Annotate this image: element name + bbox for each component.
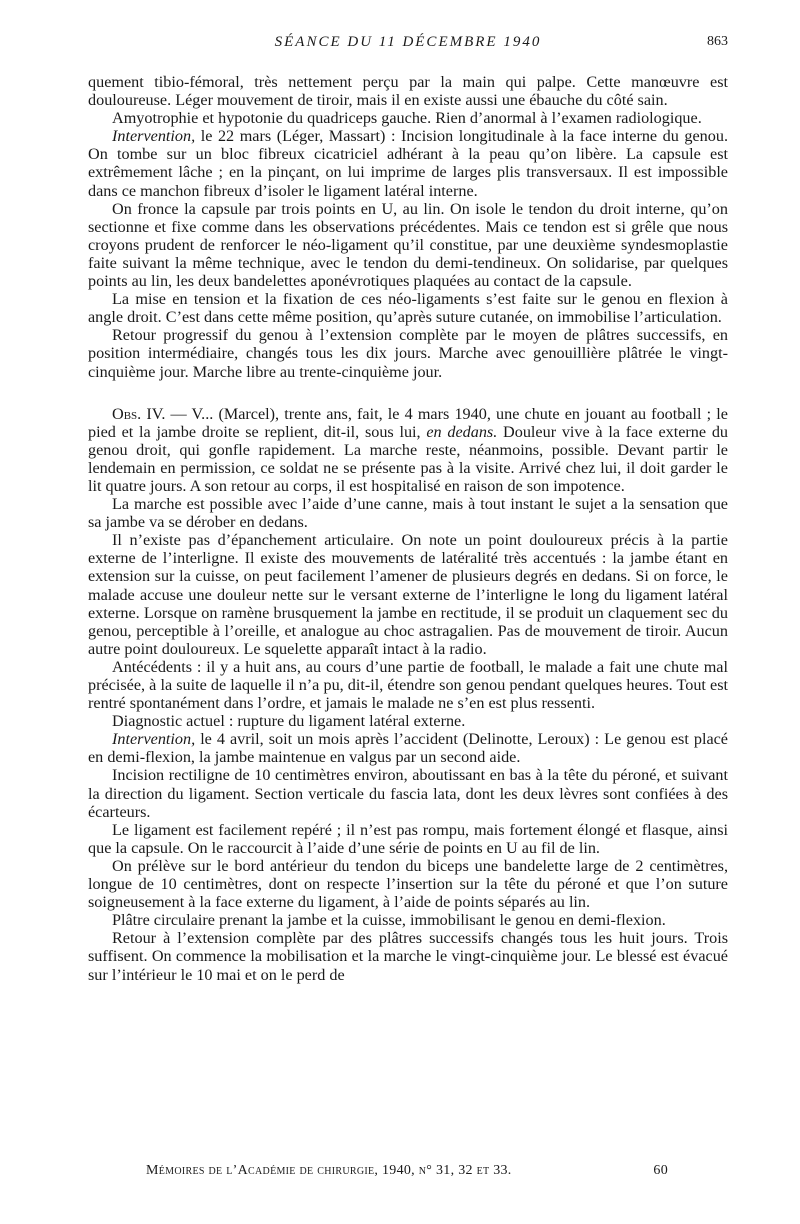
page-number: 863 xyxy=(707,34,728,49)
paragraph: Diagnostic actuel : rupture du ligament latéral externe. xyxy=(112,712,466,731)
paragraph: Amyotrophie et hypotonie du quadriceps gauche. Rien d’anormal à l’examen radiologique. xyxy=(112,109,702,128)
paragraph-text: le 4 avril, soit un mois après l’accident (Delinotte, Leroux) : Le genou est placé en demi-flexion, la jambe maintenue en valgus par un second aide. xyxy=(88,730,728,767)
paragraph: Incision rectiligne de 10 centimètres environ, aboutissant en bas à la tête du péroné, et suivant la direction du ligament. Section verticale du fascia lata, dont les deux lèvres sont confiées à des écarteurs. xyxy=(88,766,728,821)
paragraph xyxy=(88,730,728,766)
paragraph-text: — V... (Marcel), trente ans, fait, le 4 mars 1940, une chute en jouant au football ; le pied et la jambe droite se replient, dit-il, sous lui, xyxy=(88,404,728,441)
paragraph: La mise en tension et la fixation de ces néo-ligaments s’est faite sur le genou en flexion à angle droit. C’est dans cette même position, qu’après suture cutanée, on immobilise l’articulation. xyxy=(88,290,728,327)
italic-emphasis: en dedans. xyxy=(426,422,498,441)
signature-mark: 60 xyxy=(653,1163,668,1178)
observation-label: Obs. IV. xyxy=(112,404,166,423)
paragraph: Le ligament est facilement repéré ; il n’est pas rompu, mais fortement élongé et flasque, ainsi que la capsule. On le raccourcit à l’aide d’une série de points en U au fil de lin. xyxy=(88,820,728,857)
paragraph: La marche est possible avec l’aide d’une canne, mais à tout instant le sujet a la sensation que sa jambe va se dérober en dedans. xyxy=(88,495,728,532)
journal-reference: Mémoires de l’Académie de chirurgie, 1940, n° 31, 32 et 33. xyxy=(146,1163,512,1178)
paragraph: Retour progressif du genou à l’extension complète par le moyen de plâtres successifs, en position intermédiaire, changés tous les dix jours. Marche avec genouillière plâtrée le vingt-cinquième jour. Marche libre au trente-cinquième jour. xyxy=(88,326,728,381)
intervention-label: Intervention, xyxy=(112,127,196,146)
paragraph-text: Douleur vive à la face externe du genou droit, qui gonfle rapidement. La marche reste, néanmoins, possible. Devant partir le lendemain en permission, ce soldat ne se présente pas à la visite. Arrivé chez lui, il doit garder le lit quatre jours. A son retour au corps, il est hospitalisé en raison de son impotence. xyxy=(88,422,729,495)
paragraph xyxy=(88,127,728,199)
paragraph: Retour à l’extension complète par des plâtres successifs changés tous les huit jours. Trois suffisent. On commence la mobilisation et la marche le vingt-cinquième jour. Le blessé est évacué sur l’intérieur le 10 mai et on le perd de xyxy=(88,929,728,984)
section-gap xyxy=(88,381,728,405)
paragraph: Antécédents : il y a huit ans, au cours d’une partie de football, le malade a fait une chute mal précisée, à la suite de laquelle il n’a pu, dit-il, étendre son genou pendant quelques heures. Tout est rentré spontanément dans l’ordre, et jamais le malade ne s’en est plus ressenti. xyxy=(88,657,728,713)
body-text xyxy=(88,73,728,984)
paragraph-text: le 22 mars (Léger, Massart) : Incision longitudinale à la face interne du genou. On tombe sur un bloc fibreux cicatriciel adhérant à la peau qu’on libère. La capsule est extrêmement lâche ; en la pinçant, on lui imprime de larges plis transversaux. Il est impossible dans ce manchon fibreux d’isoler le ligament latéral interne. xyxy=(88,127,729,200)
paragraph: On prélève sur le bord antérieur du tendon du biceps une bandelette large de 2 centimètres, longue de 10 centimètres, dont on respecte l’insertion sur la tête du péroné et que l’on suture soigneusement à la face externe du ligament, à l’aide de points séparés au lin. xyxy=(88,856,728,912)
paragraph: quement tibio-fémoral, très nettement perçu par la main qui palpe. Cette manœuvre est douloureuse. Léger mouvement de tiroir, mais il en existe aussi une ébauche du côté sain. xyxy=(88,73,728,110)
intervention-label: Intervention, xyxy=(112,730,196,749)
paragraph: Plâtre circulaire prenant la jambe et la cuisse, immobilisant le genou en demi-flexion. xyxy=(112,911,666,930)
header-title: SÉANCE DU 11 DÉCEMBRE 1940 xyxy=(274,34,542,50)
running-head xyxy=(88,34,728,54)
paragraph: Il n’existe pas d’épanchement articulaire. On note un point douloureux précis à la partie externe de l’interligne. Il existe des mouvements de latéralité très accentués : la jambe étant en extension sur la cuisse, on peut facilement l’amener de plusieurs degrés en dedans. Si on force, le malade accuse une douleur nette sur le versant externe de l’interligne le long du ligament latéral externe. Lorsque on ramène brusquement la jambe en rectitude, il se produit un claquement sec du genou, perceptible à l’oreille, et analogue au choc astragalien. Pas de mouvement de tiroir. Aucun autre point douloureux. Le squelette apparaît intact à la radio. xyxy=(88,531,728,658)
paragraph: On fronce la capsule par trois points en U, au lin. On isole le tendon du droit interne, qu’on sectionne et fixe comme dans les observations précédentes. Mais ce tendon est si grêle que nous croyons prudent de renforcer le néo-ligament qu’il constitue, par une deuxième syndesmoplastie faite suivant la même technique, avec le tendon du demi-tendineux. On solidarise, par quelques points au lin, les deux bandelettes aponévrotiques plaquées au contact de la capsule. xyxy=(88,199,728,291)
observation-heading-paragraph xyxy=(88,405,728,495)
